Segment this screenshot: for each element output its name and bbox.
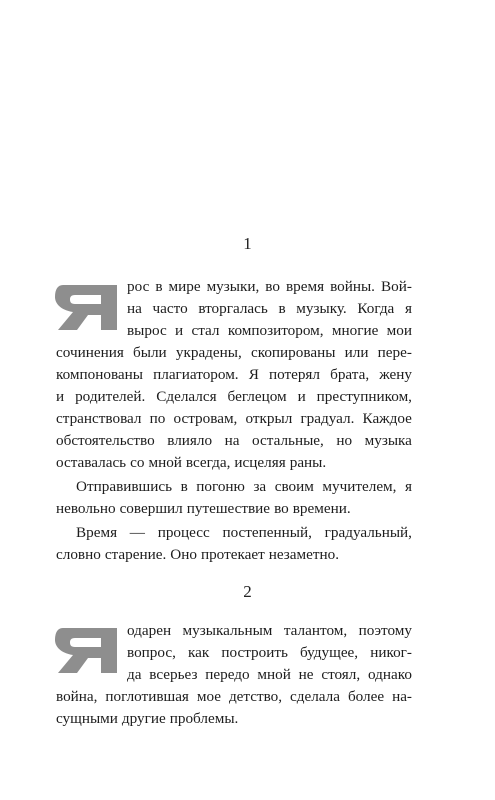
- ch1-p1-line-9: оставалась со мной всегда, исцеляя раны.: [56, 454, 327, 471]
- ch1-p2-line-2: невольно совершил путешествие во времени.: [56, 500, 351, 517]
- chapter-1-number: 1: [243, 234, 252, 253]
- ch1-p2-line-1: Отправившись в погоню за своим мучителем, я: [76, 478, 412, 495]
- ch1-p1-line-5: компонованы плагиатором. Я потерял брата, жену: [56, 366, 412, 383]
- ch1-p1-line-4: сочинения были украдены, скопированы или пере-: [56, 344, 412, 361]
- ch2-p1-line-2: вопрос, как построить будущее, никог-: [127, 644, 412, 661]
- ch2-p1-line-5: сущными другие проблемы.: [56, 710, 239, 727]
- dropcap-ya-glyph: [55, 285, 117, 330]
- chapter-2-number: 2: [243, 582, 252, 601]
- ch1-p3-line-1: Время — процесс постепенный, градуальный,: [76, 524, 412, 541]
- ch1-p1-line-2: на часто вторгалась в музыку. Когда я: [127, 300, 412, 317]
- ch1-p1-line-6: и родителей. Сделался беглецом и преступником,: [56, 388, 412, 405]
- ch1-p3-line-2: словно старение. Оно протекает незаметно.: [56, 546, 340, 563]
- ch1-p1-line-3: вырос и стал композитором, многие мои: [127, 322, 412, 339]
- ch1-p1-line-1: рос в мире музыки, во время войны. Вой-: [127, 278, 412, 295]
- dropcap-ya-glyph: [55, 628, 117, 673]
- ch2-p1-line-4: война, поглотившая мое детство, сделала более на-: [56, 688, 412, 705]
- ch1-p1-line-8: обстоятельство влияло на остальные, но музыка: [56, 432, 412, 449]
- ch2-p1-line-1: одарен музыкальным талантом, поэтому: [127, 622, 412, 639]
- chapter-2-dropcap: [55, 628, 117, 673]
- chapter-1-dropcap: [55, 285, 117, 330]
- ch2-p1-line-3: да всерьез передо мной не стоял, однако: [127, 666, 412, 683]
- ch1-p1-line-7: странствовал по островам, открыл градуал. Каждое: [56, 410, 412, 427]
